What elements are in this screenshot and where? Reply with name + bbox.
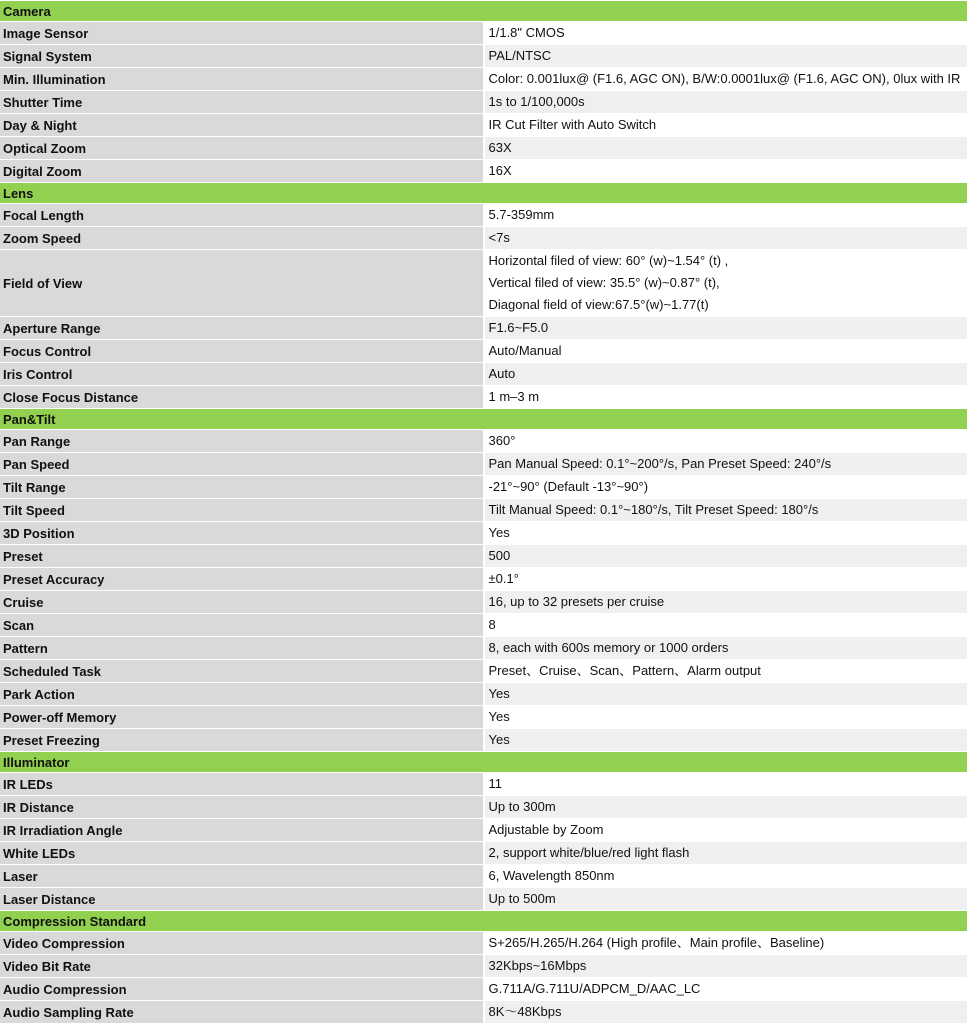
spec-value-line: 32Kbps~16Mbps [489, 955, 967, 977]
spec-row [0, 160, 967, 183]
spec-value-line: 11 [489, 773, 967, 795]
spec-value [484, 978, 967, 1001]
section-title: Compression Standard [0, 911, 967, 932]
spec-value [484, 842, 967, 865]
section-header-row [0, 1, 967, 22]
spec-value-line: PAL/NTSC [489, 45, 967, 67]
spec-value [484, 499, 967, 522]
spec-label: IR LEDs [0, 773, 484, 796]
spec-row [0, 137, 967, 160]
spec-value [484, 888, 967, 911]
spec-value [484, 340, 967, 363]
spec-label: Preset Accuracy [0, 568, 484, 591]
spec-value-line: 1s to 1/100,000s [489, 91, 967, 113]
spec-row [0, 545, 967, 568]
spec-label: Preset [0, 545, 484, 568]
spec-label: Close Focus Distance [0, 386, 484, 409]
spec-value-line: IR Cut Filter with Auto Switch [489, 114, 967, 136]
spec-value-line: Diagonal field of view:67.5°(w)~1.77(t) [489, 294, 967, 316]
section-title: Illuminator [0, 752, 967, 773]
spec-value [484, 317, 967, 340]
spec-label: Power-off Memory [0, 706, 484, 729]
spec-value-line: ±0.1° [489, 568, 967, 590]
section-title: Pan&Tilt [0, 409, 967, 430]
spec-row [0, 250, 967, 317]
spec-row [0, 568, 967, 591]
spec-value-line: Up to 500m [489, 888, 967, 910]
spec-row [0, 706, 967, 729]
spec-value-line: 2, support white/blue/red light flash [489, 842, 967, 864]
spec-value-line: 5.7-359mm [489, 204, 967, 226]
spec-value-line: Yes [489, 729, 967, 751]
spec-value-line: Yes [489, 683, 967, 705]
section-title: Lens [0, 183, 967, 204]
spec-row [0, 591, 967, 614]
spec-value-line: 6, Wavelength 850nm [489, 865, 967, 887]
spec-row [0, 773, 967, 796]
spec-label: Min. Illumination [0, 68, 484, 91]
spec-row [0, 637, 967, 660]
spec-table-body [0, 1, 967, 1024]
section-header-row [0, 183, 967, 204]
spec-row [0, 522, 967, 545]
spec-label: Audio Compression [0, 978, 484, 1001]
spec-label: Field of View [0, 250, 484, 317]
spec-row [0, 317, 967, 340]
spec-value [484, 706, 967, 729]
spec-label: Scan [0, 614, 484, 637]
spec-value [484, 386, 967, 409]
spec-row [0, 363, 967, 386]
spec-label: Signal System [0, 45, 484, 68]
spec-label: Laser [0, 865, 484, 888]
spec-label: Tilt Range [0, 476, 484, 499]
spec-row [0, 614, 967, 637]
spec-label: Iris Control [0, 363, 484, 386]
spec-value-line: Horizontal filed of view: 60° (w)~1.54° (t) , [489, 250, 967, 272]
spec-label: Cruise [0, 591, 484, 614]
spec-row [0, 91, 967, 114]
spec-value [484, 614, 967, 637]
spec-value [484, 522, 967, 545]
spec-value [484, 91, 967, 114]
spec-value [484, 819, 967, 842]
spec-row [0, 865, 967, 888]
spec-value-line: Adjustable by Zoom [489, 819, 967, 841]
spec-value-line: 8K～48Kbps [489, 1001, 967, 1023]
spec-row [0, 340, 967, 363]
spec-value-line: Auto/Manual [489, 340, 967, 362]
spec-value-line: 16, up to 32 presets per cruise [489, 591, 967, 613]
spec-label: Optical Zoom [0, 137, 484, 160]
spec-value-line: 360° [489, 430, 967, 452]
spec-value [484, 45, 967, 68]
spec-value [484, 160, 967, 183]
spec-value [484, 545, 967, 568]
spec-row [0, 430, 967, 453]
spec-value [484, 430, 967, 453]
spec-label: Day & Night [0, 114, 484, 137]
spec-value [484, 114, 967, 137]
spec-value [484, 796, 967, 819]
spec-row [0, 932, 967, 955]
section-title: Camera [0, 1, 967, 22]
spec-value [484, 1001, 967, 1024]
spec-value [484, 591, 967, 614]
spec-label: Pattern [0, 637, 484, 660]
spec-value [484, 865, 967, 888]
spec-value-line: 1 m–3 m [489, 386, 967, 408]
spec-label: Digital Zoom [0, 160, 484, 183]
spec-label: Focal Length [0, 204, 484, 227]
spec-value-line: Yes [489, 522, 967, 544]
spec-label: Scheduled Task [0, 660, 484, 683]
spec-label: Park Action [0, 683, 484, 706]
spec-value-line: F1.6~F5.0 [489, 317, 967, 339]
spec-value-line: <7s [489, 227, 967, 249]
spec-value [484, 637, 967, 660]
spec-value [484, 227, 967, 250]
section-header-row [0, 409, 967, 430]
spec-label: Aperture Range [0, 317, 484, 340]
spec-label: IR Distance [0, 796, 484, 819]
spec-value-line: Pan Manual Speed: 0.1°~200°/s, Pan Preset Speed: 240°/s [489, 453, 967, 475]
spec-value [484, 568, 967, 591]
spec-label: White LEDs [0, 842, 484, 865]
spec-value-line: 8 [489, 614, 967, 636]
spec-value [484, 955, 967, 978]
spec-value-line: Color: 0.001lux@ (F1.6, AGC ON), B/W:0.0001lux@ (F1.6, AGC ON), 0lux with IR [489, 68, 967, 90]
spec-row [0, 227, 967, 250]
spec-label: 3D Position [0, 522, 484, 545]
spec-value [484, 773, 967, 796]
spec-label: Audio Sampling Rate [0, 1001, 484, 1024]
spec-label: Zoom Speed [0, 227, 484, 250]
spec-value [484, 137, 967, 160]
spec-label: Pan Range [0, 430, 484, 453]
spec-label: IR Irradiation Angle [0, 819, 484, 842]
spec-value-line: G.711A/G.711U/ADPCM_D/AAC_LC [489, 978, 967, 1000]
spec-value-line: S+265/H.265/H.264 (High profile、Main profile、Baseline) [489, 932, 967, 954]
spec-value-line: Auto [489, 363, 967, 385]
spec-value-line: Up to 300m [489, 796, 967, 818]
spec-value-line: Preset、Cruise、Scan、Pattern、Alarm output [489, 660, 967, 682]
spec-row [0, 386, 967, 409]
spec-row [0, 683, 967, 706]
spec-value-line: -21°~90° (Default -13°~90°) [489, 476, 967, 498]
spec-value-line: 500 [489, 545, 967, 567]
spec-row [0, 476, 967, 499]
spec-value-line: 8, each with 600s memory or 1000 orders [489, 637, 967, 659]
section-header-row [0, 752, 967, 773]
spec-value [484, 683, 967, 706]
spec-value-line: Yes [489, 706, 967, 728]
spec-value [484, 476, 967, 499]
spec-value-line: 16X [489, 160, 967, 182]
spec-row [0, 888, 967, 911]
spec-row [0, 1001, 967, 1024]
spec-value [484, 250, 967, 317]
spec-value-line: 63X [489, 137, 967, 159]
spec-row [0, 22, 967, 45]
spec-row [0, 978, 967, 1001]
spec-row [0, 729, 967, 752]
spec-value-line: 1/1.8" CMOS [489, 22, 967, 44]
spec-row [0, 499, 967, 522]
spec-value [484, 363, 967, 386]
spec-value [484, 68, 967, 91]
spec-label: Video Compression [0, 932, 484, 955]
spec-value [484, 729, 967, 752]
spec-value-line: Vertical filed of view: 35.5° (w)~0.87° (t), [489, 272, 967, 294]
spec-value [484, 660, 967, 683]
spec-row [0, 114, 967, 137]
spec-value-line: Tilt Manual Speed: 0.1°~180°/s, Tilt Preset Speed: 180°/s [489, 499, 967, 521]
spec-row [0, 842, 967, 865]
spec-row [0, 660, 967, 683]
spec-label: Preset Freezing [0, 729, 484, 752]
spec-label: Laser Distance [0, 888, 484, 911]
spec-row [0, 453, 967, 476]
spec-label: Video Bit Rate [0, 955, 484, 978]
spec-label: Pan Speed [0, 453, 484, 476]
spec-label: Focus Control [0, 340, 484, 363]
spec-value [484, 204, 967, 227]
spec-row [0, 819, 967, 842]
spec-value [484, 453, 967, 476]
spec-label: Image Sensor [0, 22, 484, 45]
spec-row [0, 955, 967, 978]
spec-row [0, 204, 967, 227]
spec-row [0, 796, 967, 819]
spec-label: Tilt Speed [0, 499, 484, 522]
spec-label: Shutter Time [0, 91, 484, 114]
spec-value [484, 22, 967, 45]
spec-row [0, 68, 967, 91]
spec-row [0, 45, 967, 68]
section-header-row [0, 911, 967, 932]
spec-value [484, 932, 967, 955]
